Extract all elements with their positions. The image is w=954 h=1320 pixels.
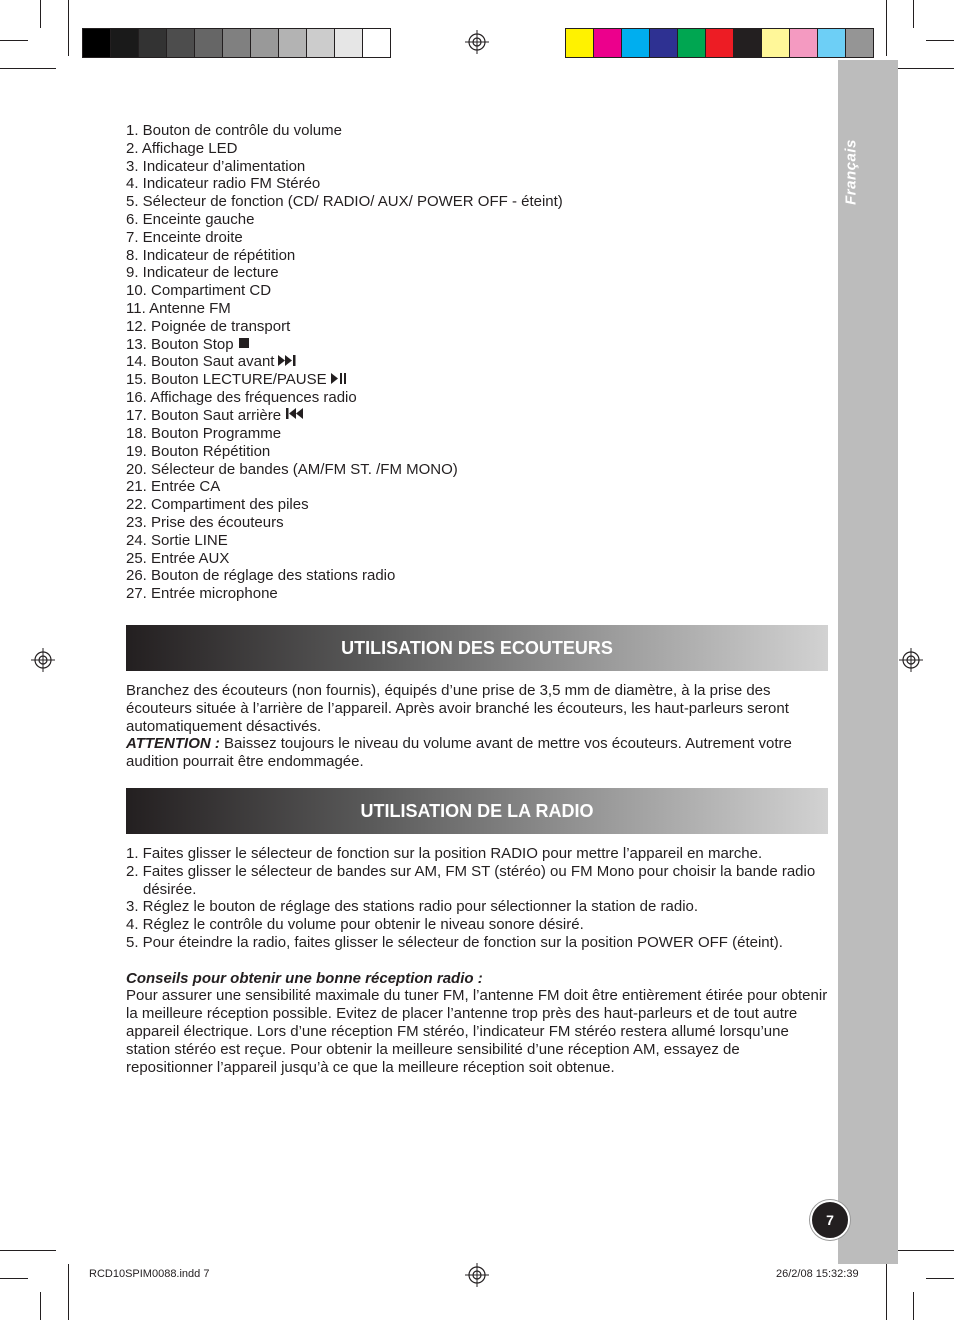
process-color-bar [565, 28, 874, 58]
color-swatch [83, 29, 111, 57]
list-item-text: 26. Bouton de réglage des stations radio [126, 567, 396, 585]
crop-mark [68, 1264, 69, 1320]
attention-paragraph [126, 735, 828, 771]
list-item-text: 7. Enceinte droite [126, 228, 243, 246]
color-swatch [734, 29, 762, 57]
list-item-text: 4. Indicateur radio FM Stéréo [126, 175, 321, 193]
parts-list-block [126, 122, 828, 603]
color-swatch [279, 29, 307, 57]
crop-mark [926, 1278, 954, 1279]
color-swatch [706, 29, 734, 57]
list-item-text: 14. Bouton Saut avant [126, 353, 275, 371]
stop-icon [238, 336, 250, 354]
list-item [126, 193, 828, 211]
list-item-text: 3. Indicateur d’alimentation [126, 157, 306, 175]
list-item [126, 585, 828, 603]
list-item: 3. Réglez le bouton de réglage des stations radio pour sélectionner la station de radio. [126, 898, 699, 916]
crop-mark [898, 68, 954, 69]
color-swatch [650, 29, 678, 57]
list-item-text: 11. Antenne FM [126, 299, 231, 317]
list-item-text: 16. Affichage des fréquences radio [126, 389, 357, 407]
list-item [126, 461, 828, 479]
registration-mark-icon [465, 30, 489, 54]
crop-mark [886, 1264, 887, 1320]
radio-text [126, 845, 828, 1076]
crop-mark [898, 1250, 954, 1251]
color-swatch [223, 29, 251, 57]
crop-mark [0, 68, 56, 69]
crop-mark [913, 0, 914, 28]
list-item [126, 389, 828, 407]
list-item [126, 247, 828, 265]
list-item-text: 21. Entrée CA [126, 478, 221, 496]
crop-mark [0, 1278, 28, 1279]
list-item [126, 175, 828, 193]
parts-list [126, 122, 828, 603]
list-item [126, 211, 828, 229]
color-swatch [818, 29, 846, 57]
color-swatch [307, 29, 335, 57]
list-item [126, 496, 828, 514]
list-item [126, 229, 828, 247]
crop-mark [40, 1292, 41, 1320]
list-item [126, 300, 828, 318]
list-item [126, 336, 828, 354]
list-item-text: 23. Prise des écouteurs [126, 514, 284, 532]
language-label: Français [842, 139, 860, 205]
crop-mark [913, 1292, 914, 1320]
list-item-text: 10. Compartiment CD [126, 282, 272, 300]
list-item-text: 8. Indicateur de répétition [126, 246, 296, 264]
list-item [126, 282, 828, 300]
tips-body: Pour assurer une sensibilité maximale du tuner FM, l’antenne FM doit être entièrement étirée pour obtenir la meilleure réception possible. Evitez de placer l’antenne trop près des haut-parleurs et de tout autre appareil électrique. Lors d’une réception FM stéréo, l’indicateur FM stéréo restera allumé lorsqu’une station stéréo est reçue. Pour obtenir la meilleure sensibilité d’une réception AM, essayez de repositionner l’appareil jusqu’à ce que la meilleure réception soit obtenue. [126, 987, 828, 1076]
section-banner-headphones [126, 625, 828, 671]
list-item-text: 12. Poignée de transport [126, 317, 291, 335]
color-swatch [195, 29, 223, 57]
language-sidebar [838, 60, 898, 1264]
headphones-text [126, 682, 828, 771]
list-item-text: 20. Sélecteur de bandes (AM/FM ST. /FM MONO) [126, 460, 458, 478]
list-item-text: 13. Bouton Stop [126, 335, 234, 353]
color-swatch [111, 29, 139, 57]
skip-back-icon [285, 407, 307, 425]
tips-title: Conseils pour obtenir une bonne réception radio : [126, 969, 483, 987]
list-item-text: 6. Enceinte gauche [126, 210, 255, 228]
list-item [126, 264, 828, 282]
list-item-text: 1. Bouton de contrôle du volume [126, 122, 342, 139]
section-title: UTILISATION DES ECOUTEURS [341, 637, 613, 658]
section-title: UTILISATION DE LA RADIO [360, 800, 594, 821]
section-banner-radio [126, 788, 828, 834]
registration-mark-icon [31, 648, 55, 672]
list-item [126, 567, 828, 585]
crop-mark [886, 0, 887, 56]
list-item: 1. Faites glisser le sélecteur de fonction sur la position RADIO pour mettre l’appareil en marche. [126, 845, 763, 862]
list-item [126, 158, 828, 176]
list-item-text: 22. Compartiment des piles [126, 496, 309, 514]
list-item-text: 18. Bouton Programme [126, 425, 282, 443]
list-item-text: 24. Sortie LINE [126, 531, 228, 549]
footer-date: 26/2/08 15:32:39 [776, 1268, 859, 1280]
list-item: 2. Faites glisser le sélecteur de bandes sur AM, FM ST (stéréo) ou FM Mono pour choisir la bande radio désirée. [126, 862, 816, 898]
crop-mark [926, 40, 954, 41]
list-item [126, 140, 828, 158]
list-item [126, 425, 828, 443]
color-swatch [139, 29, 167, 57]
list-item-text: 2. Affichage LED [126, 139, 238, 157]
list-item [126, 353, 828, 371]
list-item-text: 9. Indicateur de lecture [126, 264, 279, 282]
color-swatch [251, 29, 279, 57]
radio-steps [126, 845, 828, 952]
play-pause-icon [331, 372, 347, 390]
color-swatch [846, 29, 873, 57]
list-item [126, 514, 828, 532]
list-item [126, 532, 828, 550]
list-item [126, 443, 828, 461]
color-swatch [566, 29, 594, 57]
registration-mark-icon [899, 648, 923, 672]
color-swatch [790, 29, 818, 57]
list-item-text: 25. Entrée AUX [126, 549, 230, 567]
page-number: 7 [810, 1200, 850, 1240]
color-swatch [363, 29, 390, 57]
list-item [126, 371, 828, 389]
crop-mark [0, 1250, 56, 1251]
color-swatch [678, 29, 706, 57]
list-item [126, 122, 828, 140]
color-swatch [762, 29, 790, 57]
list-item-text: 19. Bouton Répétition [126, 442, 271, 460]
list-item: 5. Pour éteindre la radio, faites glisser le sélecteur de fonction sur la position POWER OFF (éteint). [126, 933, 783, 951]
list-item-text: 27. Entrée microphone [126, 585, 278, 603]
color-swatch [622, 29, 650, 57]
color-swatch [594, 29, 622, 57]
list-item [126, 478, 828, 496]
crop-mark [68, 0, 69, 56]
skip-forward-icon [278, 354, 298, 372]
attention-text: Baissez toujours le niveau du volume avant de mettre vos écouteurs. Autrement votre audition pourrait être endommagée. [126, 735, 792, 771]
grayscale-color-bar [82, 28, 391, 58]
list-item [126, 550, 828, 568]
headphones-body: Branchez des écouteurs (non fournis), équipés d’une prise de 3,5 mm de diamètre, à la prise des écouteurs située à l’arrière de l’appareil. Après avoir branché les écouteurs, les haut-parleurs seront automatiquement désactivés. [126, 682, 789, 735]
list-item [126, 407, 828, 425]
list-item: 4. Réglez le contrôle du volume pour obtenir le niveau sonore désiré. [126, 916, 584, 934]
crop-mark [0, 40, 28, 41]
list-item [126, 318, 828, 336]
registration-mark-icon [465, 1263, 489, 1287]
list-item-text: 15. Bouton LECTURE/PAUSE [126, 371, 327, 389]
footer-file: RCD10SPIM0088.indd 7 [89, 1268, 210, 1280]
color-swatch [335, 29, 363, 57]
list-item-text: 17. Bouton Saut arrière [126, 407, 282, 425]
color-swatch [167, 29, 195, 57]
attention-label: ATTENTION : [126, 735, 220, 753]
crop-mark [40, 0, 41, 28]
list-item-text: 5. Sélecteur de fonction (CD/ RADIO/ AUX/ POWER OFF - éteint) [126, 193, 563, 211]
